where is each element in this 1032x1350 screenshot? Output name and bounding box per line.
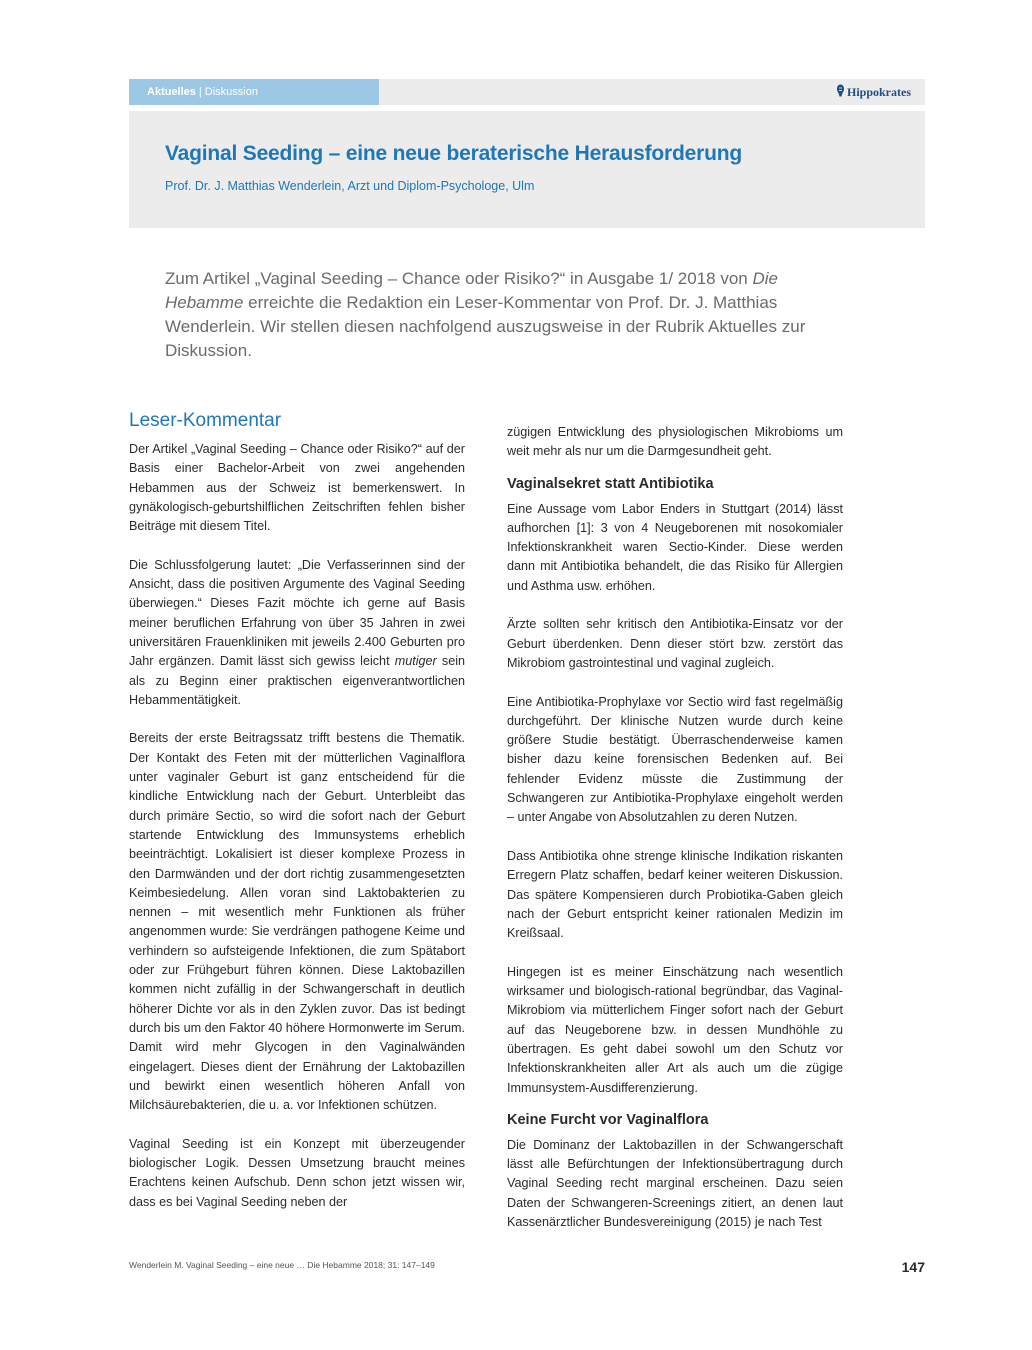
column-right (507, 423, 843, 1232)
paragraph (129, 556, 465, 710)
paragraph: Eine Antibiotika-Prophylaxe vor Sectio wird fast regelmäßig durchgeführt. Der klinische Nutzen wurde durch keine größere Studie bestätigt. Überraschenderweise kamen bisher dazu keine forensischen Bedenken auf. Bei fehlender Evidenz müsste die Zustimmung der Schwangeren zur Antibiotika-Prophylaxe eingeholt werden – unter Angabe von Absolutzahlen zu deren Nutzen. (507, 694, 843, 825)
paragraph-text: sein als zu Beginn einer praktischen eigenverantwortlichen Hebammentätigkeit. (129, 654, 466, 707)
section-tab[interactable] (129, 79, 379, 105)
paragraph: Hingegen ist es meiner Einschätzung nach wesentlich wirksamer und biologisch-rational begründbar, das Vaginal-Mikrobiom via mütterlichem Finger sofort nach der Geburt auf das Neugeborene bzw. in dessen Mundhöhle zu übertragen. Es geht dabei sowohl um den Schutz vor Infektionskrankheiten aller Art als auch um die zügige Immunsystem-Ausdifferenzierung. (507, 964, 843, 1095)
footer-citation: Wenderlein M. Vaginal Seeding – eine neue … Die Hebamme 2018; 31: 147–149 (129, 1260, 435, 1270)
article-title: Vaginal Seeding – eine neue beraterische Herausforderung (165, 142, 742, 165)
intro-journal: Die Hebamme (165, 269, 778, 312)
publisher-brand (836, 79, 911, 105)
intro-paragraph (165, 267, 845, 363)
intro-text-1: Zum Artikel „Vaginal Seeding – Chance oder Risiko?“ in Ausgabe 1/ 2018 von (165, 269, 753, 288)
article-author: Prof. Dr. J. Matthias Wenderlein, Arzt und Diplom-Psychologe, Ulm (165, 179, 535, 193)
subsection-label: Diskussion (204, 86, 258, 98)
paragraph: Eine Aussage vom Labor Enders in Stuttgart (2014) lässt aufhorchen [1]: 3 von 4 Neugeborenen mit nosokomialer Infektionskrankheit waren Sectio-Kinder. Diese werden dann mit Antibiotika behandelt, die das Risiko für Allergien und Asthma usw. erhöhen. (507, 501, 843, 593)
page-number: 147 (901, 1259, 925, 1275)
paragraph-text: Die Schlussfolgerung lautet: „Die Verfasserinnen sind der Ansicht, dass die positiven Argumente des Vaginal Seeding überwiegen.“ Dieses Fazit möchte ich gerne auf Basis meiner beruflichen Erfahrung von über 35 Jahren in zwei universitären Frauenkliniken mit jeweils 2.400 Geburten pro Jahr ergänzen. Damit lässt sich gewiss leicht (129, 557, 465, 669)
subheading-keine-furcht: Keine Furcht vor Vaginalflora (507, 1111, 709, 1128)
paragraph: Die Dominanz der Laktobazillen in der Schwangerschaft lässt alle Befürchtungen der Infektionsübertragung durch Vaginal Seeding recht marginal erscheinen. Dazu seien Daten der Schwangeren-Screenings zitiert, an denen laut Kassenärztlicher Bundesvereinigung (2015) je nach Test (507, 1137, 843, 1229)
header-bar (129, 79, 925, 105)
brand-name: Hippokrates (846, 85, 911, 99)
column-left (129, 408, 465, 1212)
paragraph: Bereits der erste Beitragssatz trifft bestens die Thematik. Der Kontakt des Feten mit der mütterlichen Vaginalflora unter vaginaler Geburt ist ganz entscheidend für die kindliche Entwicklung nach der Geburt. Unterbleibt das durch primäre Sectio, so wird die sofort nach der Geburt startende Entwicklung des Immunsystems erheblich beeinträchtigt. Lokalisiert ist dieser komplexe Prozess in den Darmwänden und der dort richtig zusammengesetzten Keimbesiedelung. Allen voran sind Laktobakterien zu nennen – mit wesentlich mehr Funktionen als früher angenommen wurde: Sie verdrängen pathogene Keime und verhindern so aufsteigende Infektionen, die zum Spätabort oder zur Frühgeburt führen können. Diese Laktobazillen kommen nicht zufällig in der Schwangerschaft in deutlich höherer Dichte vor als in den Zyklen zuvor. Das ist bedingt durch bis um den Faktor 40 höhere Hormonwerte im Serum. Damit wird mehr Glycogen in den Vaginalwänden eingelagert. Dieses dient der Ernährung der Laktobazillen und bewirkt einen wesentlich höheren Anfall von Milchsäurebakterien, die u. a. vor Infektionen schützen. (129, 731, 465, 1113)
paragraph: Vaginal Seeding ist ein Konzept mit überzeugender biologischer Logik. Dessen Umsetzung braucht meines Erachtens keinen Aufschub. Denn schon jetzt wissen wir, dass es bei Vaginal Seeding neben der (129, 1136, 465, 1209)
paragraph: Dass Antibiotika ohne strenge klinische Indikation riskanten Erregern Platz schaffen, bedarf keiner weiteren Diskussion. Das spätere Kompensieren durch Probiotika-Gaben gleich nach der Geburt entspricht keiner rationalen Medizin im Kreißsaal. (507, 848, 843, 941)
article-header (129, 111, 925, 228)
emphasis: mutiger (394, 654, 437, 669)
paragraph: zügigen Entwicklung des physiologischen Mikrobioms um weit mehr als nur um die Darmgesundheit geht. (507, 425, 843, 459)
intro-text-2: erreichte die Redaktion ein Leser-Kommentar von Prof. Dr. J. Matthias Wenderlein. Wir stellen diesen nachfolgend auszugsweise in der Rubrik Aktuelles zur Diskussion. (165, 293, 806, 360)
section-label: Aktuelles (147, 86, 196, 98)
subheading-vaginalsekret: Vaginalsekret statt Antibiotika (507, 475, 714, 492)
hippokrates-logo-icon (836, 80, 845, 106)
paragraph: Ärzte sollten sehr kritisch den Antibiotika-Einsatz vor der Geburt überdenken. Denn dieser stört bzw. zerstört das Mikrobiom gastrointestinal und vaginal zugleich. (507, 617, 843, 670)
section-separator: | (198, 86, 202, 98)
section-heading-leser-kommentar: Leser-Kommentar (129, 410, 282, 431)
paragraph: Der Artikel „Vaginal Seeding – Chance oder Risiko?“ auf der Basis einer Bachelor-Arbeit von zwei angehenden Hebammen aus der Schweiz ist bemerkenswert. In gynäkologisch-geburtshilflichen Zeitschriften fehlen bisher Beiträge mit diesem Titel. (129, 442, 465, 534)
